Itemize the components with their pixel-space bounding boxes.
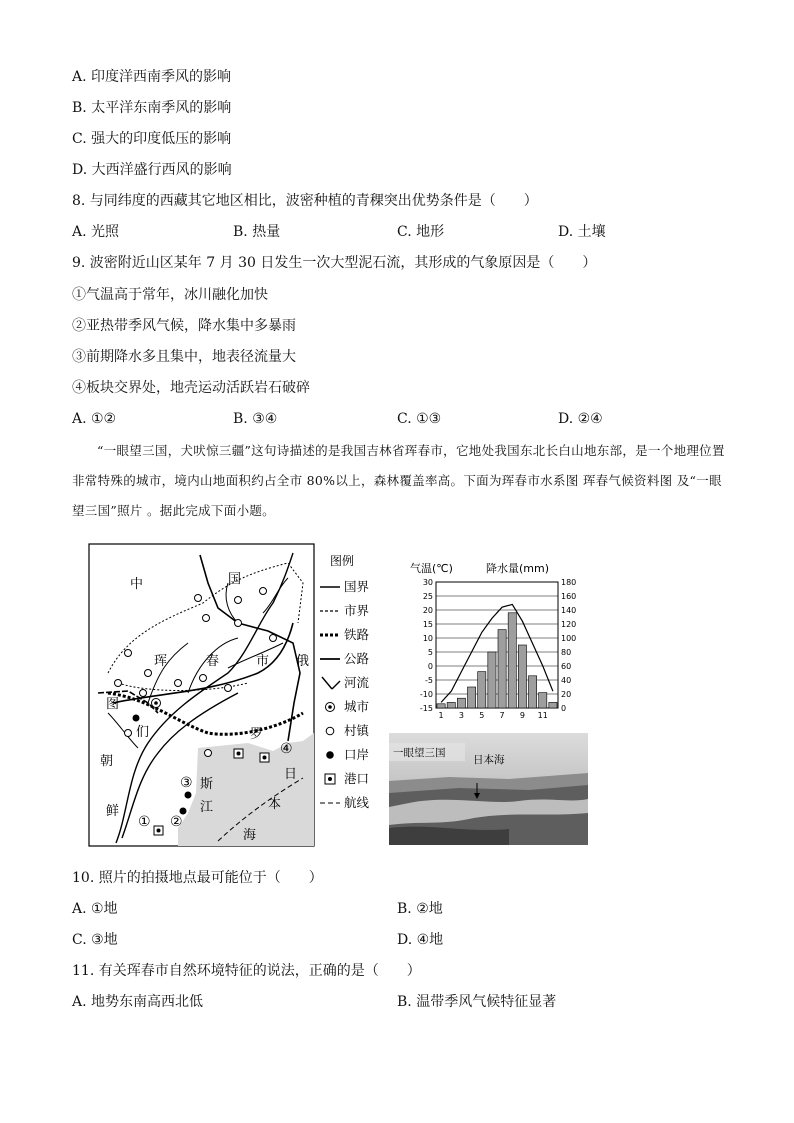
precip-tick-label: 100	[561, 634, 577, 643]
legend-title: 图例	[330, 554, 355, 568]
q10-stem: 10. 照片的拍摄地点最可能位于（ ）	[72, 870, 323, 886]
precip-bar-12	[549, 702, 557, 708]
q10-option-b: B. ②地	[397, 901, 443, 917]
precip-tick-label: 140	[561, 606, 577, 615]
precip-tick-label: 80	[561, 648, 572, 657]
legend-label-2: 市界	[344, 603, 370, 618]
map-label-korea-2: 鲜	[106, 804, 120, 819]
month-tick-label: 7	[499, 711, 505, 720]
map-label-tumen-1: 图	[106, 697, 120, 712]
photo-label-1: 一眼望三国	[393, 747, 446, 759]
q8-option-b: B. 热量	[233, 224, 281, 240]
map-label-hunchun-2: 春	[206, 654, 220, 669]
map-label-sea-2: 本	[268, 797, 282, 812]
month-tick-label: 3	[458, 711, 464, 720]
precip-tick-label: 20	[561, 690, 572, 699]
q11-option-b: B. 温带季风气候特征显著	[397, 994, 557, 1010]
temp-tick-label: 5	[427, 648, 433, 657]
q9-stem: 9. 波密附近山区某年 7 月 30 日发生一次大型泥石流，其形成的气象原因是（ ）	[72, 255, 597, 271]
legend-label-8: 口岸	[344, 747, 370, 762]
map-label-tumen-2: 们	[136, 725, 150, 740]
q9-option-b: B. ③④	[233, 411, 278, 427]
legend-label-4: 公路	[344, 651, 370, 666]
precip-bar-4	[468, 687, 476, 708]
legend-town-symbol	[326, 727, 334, 735]
q9-statement-4: ④板块交界处，地壳运动活跃岩石破碎	[72, 380, 310, 396]
q8-stem: 8. 与同纬度的西藏其它地区相比，波密种植的青稞突出优势条件是（ ）	[72, 193, 538, 209]
temp-tick-label: -10	[419, 690, 433, 699]
precip-tick-label: 40	[561, 676, 572, 685]
precip-tick-label: 180	[561, 578, 577, 587]
q10-option-c: C. ③地	[72, 932, 118, 948]
legend-label-3: 铁路	[344, 627, 370, 642]
month-tick-label: 5	[479, 711, 485, 720]
temp-tick-label: 30	[422, 578, 433, 587]
temp-tick-label: -15	[419, 704, 433, 713]
legend-river-symbol	[322, 677, 340, 689]
map-label-russia-2: 罗	[250, 727, 264, 742]
map-label-china-1: 中	[130, 577, 144, 592]
q10-option-a: A. ①地	[72, 901, 118, 917]
legend-port-symbol	[326, 751, 334, 759]
legend-label-5: 河流	[344, 675, 370, 690]
temp-tick-label: 10	[422, 634, 433, 643]
temp-tick-label: -5	[425, 676, 433, 685]
climate-chart	[410, 560, 588, 720]
map-marker-1: ①	[138, 814, 151, 830]
q7-option-c: C. 强大的印度低压的影响	[72, 131, 232, 147]
q9-option-a: A. ①②	[72, 411, 117, 427]
map-label-korea-1: 朝	[100, 754, 114, 769]
temp-tick-label: 0	[427, 662, 433, 671]
q9-statement-2: ②亚热带季风气候，降水集中多暴雨	[72, 318, 296, 334]
precip-bar-10	[529, 676, 537, 708]
reading-passage: “一眼望三国，犬吠惊三疆”这句诗描述的是我国吉林省珲春市，它地处我国东北长白山地东部，是一个地理位置非常特殊的城市，境内山地面积约占全市 80%以上，森林覆盖率高。下面为珲春市水系图 珲春气候资料图 及“一眼望三国”照片 。据此完成下面小题。	[72, 443, 725, 518]
temp-tick-label: 15	[422, 620, 433, 629]
temp-tick-label: 25	[422, 592, 433, 601]
map-label-hunchun-1: 珲	[154, 654, 168, 669]
precip-bar-9	[518, 645, 526, 708]
three-countries-photo	[389, 733, 588, 845]
q8-option-a: A. 光照	[72, 224, 120, 240]
month-tick-label: 1	[438, 711, 444, 720]
q9-option-c: C. ①③	[397, 411, 442, 427]
map-label-sea-3: 海	[243, 828, 257, 843]
legend-harbor-symbol	[325, 774, 335, 784]
precip-bar-8	[508, 613, 516, 708]
month-tick-label: 11	[537, 711, 548, 720]
map-label-sea-1: 日	[284, 767, 298, 782]
q8-option-d: D. 土壤	[558, 224, 606, 240]
precip-bar-2	[447, 702, 455, 708]
q9-option-d: D. ②④	[558, 411, 603, 427]
legend-label-6: 城市	[344, 699, 370, 714]
q7-option-b: B. 太平洋东南季风的影响	[72, 100, 232, 116]
q8-option-c: C. 地形	[397, 224, 445, 240]
precip-bar-3	[457, 698, 465, 708]
precip-tick-label: 160	[561, 592, 577, 601]
q7-option-a: A. 印度洋西南季风的影响	[72, 69, 232, 85]
map-label-russia-3: 斯	[200, 777, 214, 792]
precip-bar-7	[498, 630, 506, 708]
map-marker-2: ②	[170, 814, 183, 830]
map-marker-3: ③	[180, 775, 193, 791]
map-label-hunchun-3: 市	[256, 654, 270, 669]
q7-option-d: D. 大西洋盛行西风的影响	[72, 162, 232, 178]
q9-statement-3: ③前期降水多且集中，地表径流量大	[72, 349, 296, 365]
q11-option-a: A. 地势东南高西北低	[72, 994, 204, 1010]
photo-label-2: 日本海	[473, 754, 505, 766]
hunchun-water-system-map	[88, 543, 378, 848]
precip-tick-label: 60	[561, 662, 572, 671]
chart-plot-area	[436, 582, 558, 708]
map-marker-4: ④	[280, 741, 293, 757]
precip-bar-6	[488, 652, 496, 708]
precip-bar-5	[478, 672, 486, 708]
q10-option-d: D. ④地	[397, 932, 444, 948]
precip-bar-11	[539, 693, 547, 708]
legend-city-symbol	[326, 703, 335, 712]
temp-tick-label: 20	[422, 606, 433, 615]
legend-label-7: 村镇	[344, 723, 370, 738]
legend-label-1: 国界	[344, 579, 370, 594]
map-label-russia-1: 俄	[296, 654, 310, 669]
legend-label-9: 港口	[344, 771, 370, 786]
map-label-tumen-3: 江	[200, 800, 214, 815]
precip-tick-label: 120	[561, 620, 577, 629]
legend-label-10: 航线	[344, 795, 370, 810]
q11-stem: 11. 有关珲春市自然环境特征的说法，正确的是（ ）	[72, 963, 421, 979]
month-tick-label: 9	[519, 711, 525, 720]
precip-bar-1	[437, 704, 445, 708]
precip-tick-label: 0	[561, 704, 567, 713]
chart-ylabel-right: 降水量(mm)	[486, 562, 550, 575]
q9-statement-1: ①气温高于常年，冰川融化加快	[72, 287, 268, 303]
map-label-china-2: 国	[228, 572, 242, 587]
chart-ylabel-left: 气温(℃)	[410, 562, 453, 575]
